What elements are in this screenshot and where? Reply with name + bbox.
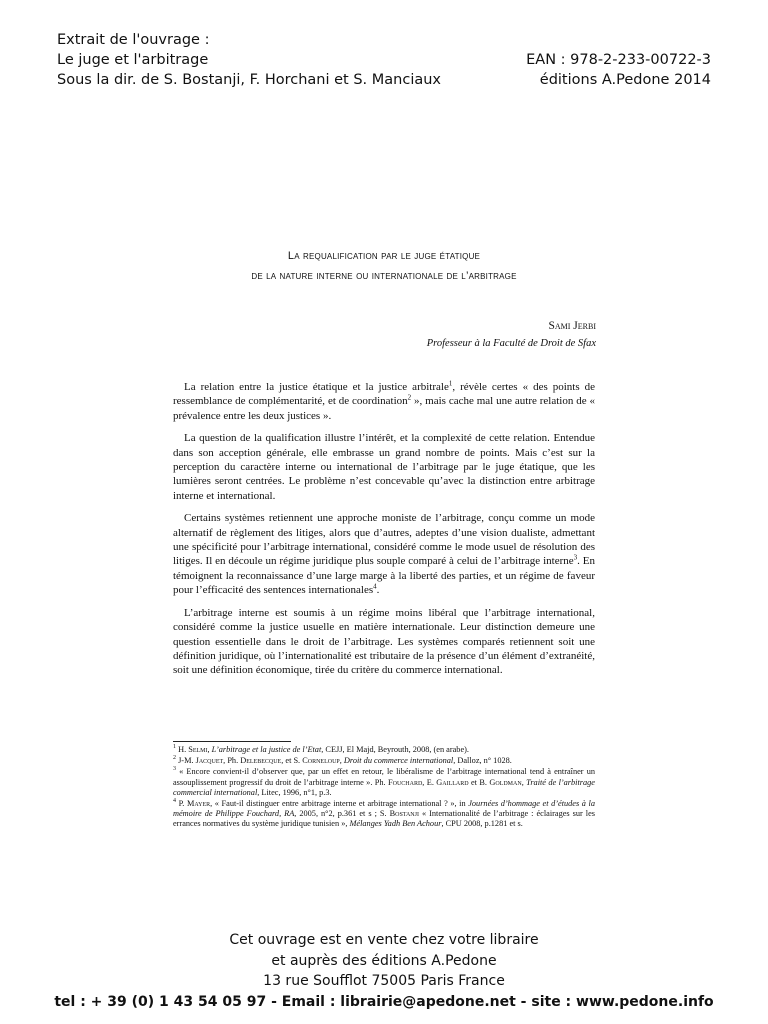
footer-address: 13 rue Soufflot 75005 Paris France	[263, 973, 505, 989]
footnote-text: , Ph.	[223, 756, 241, 766]
footnote-text: , CPU 2008, p.1281 et s.	[441, 819, 523, 829]
footnote-text: ,	[521, 777, 527, 787]
header-publisher: éditions A.Pedone 2014	[539, 72, 711, 88]
footnote-author: Gaillard	[436, 777, 469, 787]
paragraph-1	[173, 380, 595, 423]
footnote-text: , et S.	[281, 756, 303, 766]
footnote-author: Mayer	[186, 799, 211, 809]
footnote-ref-1: 1	[448, 379, 453, 388]
paragraph-text: .	[376, 584, 380, 597]
footnote-number: 3	[173, 766, 176, 773]
footnote-text: H.	[178, 745, 189, 754]
paragraph-text: , révèle certes « des points de ressemblance de complémentarité, et de coordination	[173, 381, 595, 408]
footnote-text: , Litec, 1996, n°1, p.3.	[257, 787, 332, 797]
header-extract-label: Extrait de l'ouvrage :	[57, 32, 210, 48]
footnote-author: Fouchard	[388, 777, 423, 787]
footnote-text: « Internationalité de l’arbitrage : éclairages sur les errances normatives du système juridique tunisien »,	[173, 809, 595, 829]
header-book-title: Le juge et l'arbitrage	[57, 52, 209, 68]
paragraph-3	[173, 511, 595, 597]
article-title-line-2: de la nature interne ou internationale de l’arbitrage	[251, 270, 517, 282]
footnote-ref-4: 4	[373, 582, 377, 591]
footnote-ref-2: 2	[407, 393, 412, 402]
author-block	[427, 318, 596, 352]
footnote-text: J-M.	[178, 756, 196, 766]
footnote-separator	[173, 741, 291, 742]
footnotes	[173, 745, 595, 831]
footnote-number: 2	[173, 755, 176, 762]
footnote-work-title: L’arbitrage et la justice de l’Etat	[211, 745, 322, 754]
footer-sales-info	[0, 930, 768, 1012]
footnote-text: ,	[207, 745, 212, 754]
paragraph-2: La question de la qualification illustre l’intérêt, et la complexité de cette relation. Entendue dans son acception générale, elle embrasse un grand nombre de points. Mais c’est sur la perception du caractère interne ou international de l’arbitrage par le juge étatique, que les lumières seront centrées. Le problème n’est concevable qu’avec la distinction entre arbitrage interne et international.	[173, 432, 595, 502]
header-editors: Sous la dir. de S. Bostanji, F. Horchani et S. Manciaux	[57, 72, 442, 88]
footnote-1	[173, 745, 595, 755]
header-publisher-info	[526, 50, 711, 90]
footnote-author: Selmi	[188, 745, 208, 754]
header-book-info	[57, 30, 441, 90]
paragraph-text: . En témoignent la reconnaissance d’une large marge à la liberté des parties, et un régime de faveur pour l’efficacité des sentences internationales	[173, 555, 595, 597]
footer-publisher-line: et auprès des éditions A.Pedone	[271, 952, 497, 969]
article-body	[173, 380, 595, 686]
footer-sales-line: Cet ouvrage est en vente chez votre libraire	[229, 932, 539, 948]
footnote-work-title: Mélanges Yadh Ben Achour	[349, 819, 442, 829]
footnote-4	[173, 799, 595, 830]
footnote-text: et B.	[468, 777, 490, 787]
footnote-text: « Encore convient-il d’observer que, par un effet en retour, le libéralisme de l’arbitrage international tend à entraîner un assouplissement progressif du droit de l’arbitrage interne ». Ph.	[173, 767, 595, 787]
footnote-work-title: Traité de l’arbitrage commercial international	[173, 777, 595, 797]
footnote-author: Jacquet	[195, 756, 224, 766]
footnote-text: , E.	[422, 777, 437, 787]
footnote-ref-3: 3	[573, 553, 578, 562]
footer-contact: tel : + 39 (0) 1 43 54 05 97 - Email : librairie@apedone.net - site : www.pedone.info	[54, 993, 714, 1010]
footnote-work-title: Droit du commerce international	[343, 756, 454, 766]
footnote-2	[173, 756, 595, 766]
paragraph-text: La relation entre la justice étatique et la justice arbitrale	[184, 381, 449, 393]
author-affiliation: Professeur à la Faculté de Droit de Sfax	[426, 338, 596, 349]
footnote-text: , « Faut-il distinguer entre arbitrage interne et arbitrage international ? », in	[210, 799, 469, 809]
footnote-text: , Dalloz, n° 1028.	[453, 756, 512, 766]
footnote-author: Bostanji	[389, 809, 419, 819]
paragraph-4: L’arbitrage interne est soumis à un régime moins libéral que l’arbitrage international, considéré comme la justice usuelle en matière internationale. Leur distinction demeure une question essentielle dans le droit de l’arbitrage. Les systèmes comparés retiennent soit une définition juridique, où l’internationalité est tributaire de la présence d’un élément d’extranéité, soit une définition économique, tirée du critère du commerce international.	[173, 606, 595, 677]
footnote-text: ,	[339, 756, 344, 766]
header-ean: EAN : 978-2-233-00722-3	[526, 52, 711, 68]
author-name: Sami Jerbi	[548, 320, 596, 332]
paragraph-text: Certains systèmes retiennent une approche moniste de l’arbitrage, conçu comme un mode alternatif de règlement des litiges, alors que d’autres, adeptes d’une vision dualiste, admettant une spécificité pour l’arbitrage international, considéré comme le mode usuel de résolution des litiges. Il en découle un régime juridique plus souple comparé à celui de l’arbitrage interne	[173, 512, 595, 568]
footnote-text: , 2005, n°2, p.361 et s ; S.	[294, 809, 390, 819]
footnote-author: Goldman	[489, 777, 522, 787]
footnote-number: 4	[173, 798, 176, 805]
footnote-text: P.	[178, 799, 187, 809]
footnote-author: Delebecque	[240, 756, 282, 766]
footnote-number: 1	[173, 744, 176, 751]
footnote-text: , CEJJ, El Majd, Beyrouth, 2008, (en arabe).	[321, 745, 469, 754]
article-title-line-1: La requalification par le juge étatique	[287, 250, 481, 262]
footnote-work-title: Journées d’hommage et d’études à la mémoire de Philippe Fouchard, RA	[173, 799, 595, 819]
footnote-author: Corneloup	[302, 756, 340, 766]
footnote-3	[173, 767, 595, 798]
paragraph-text: », mais cache mal une autre relation de « prévalence entre les deux justices ».	[173, 395, 595, 422]
